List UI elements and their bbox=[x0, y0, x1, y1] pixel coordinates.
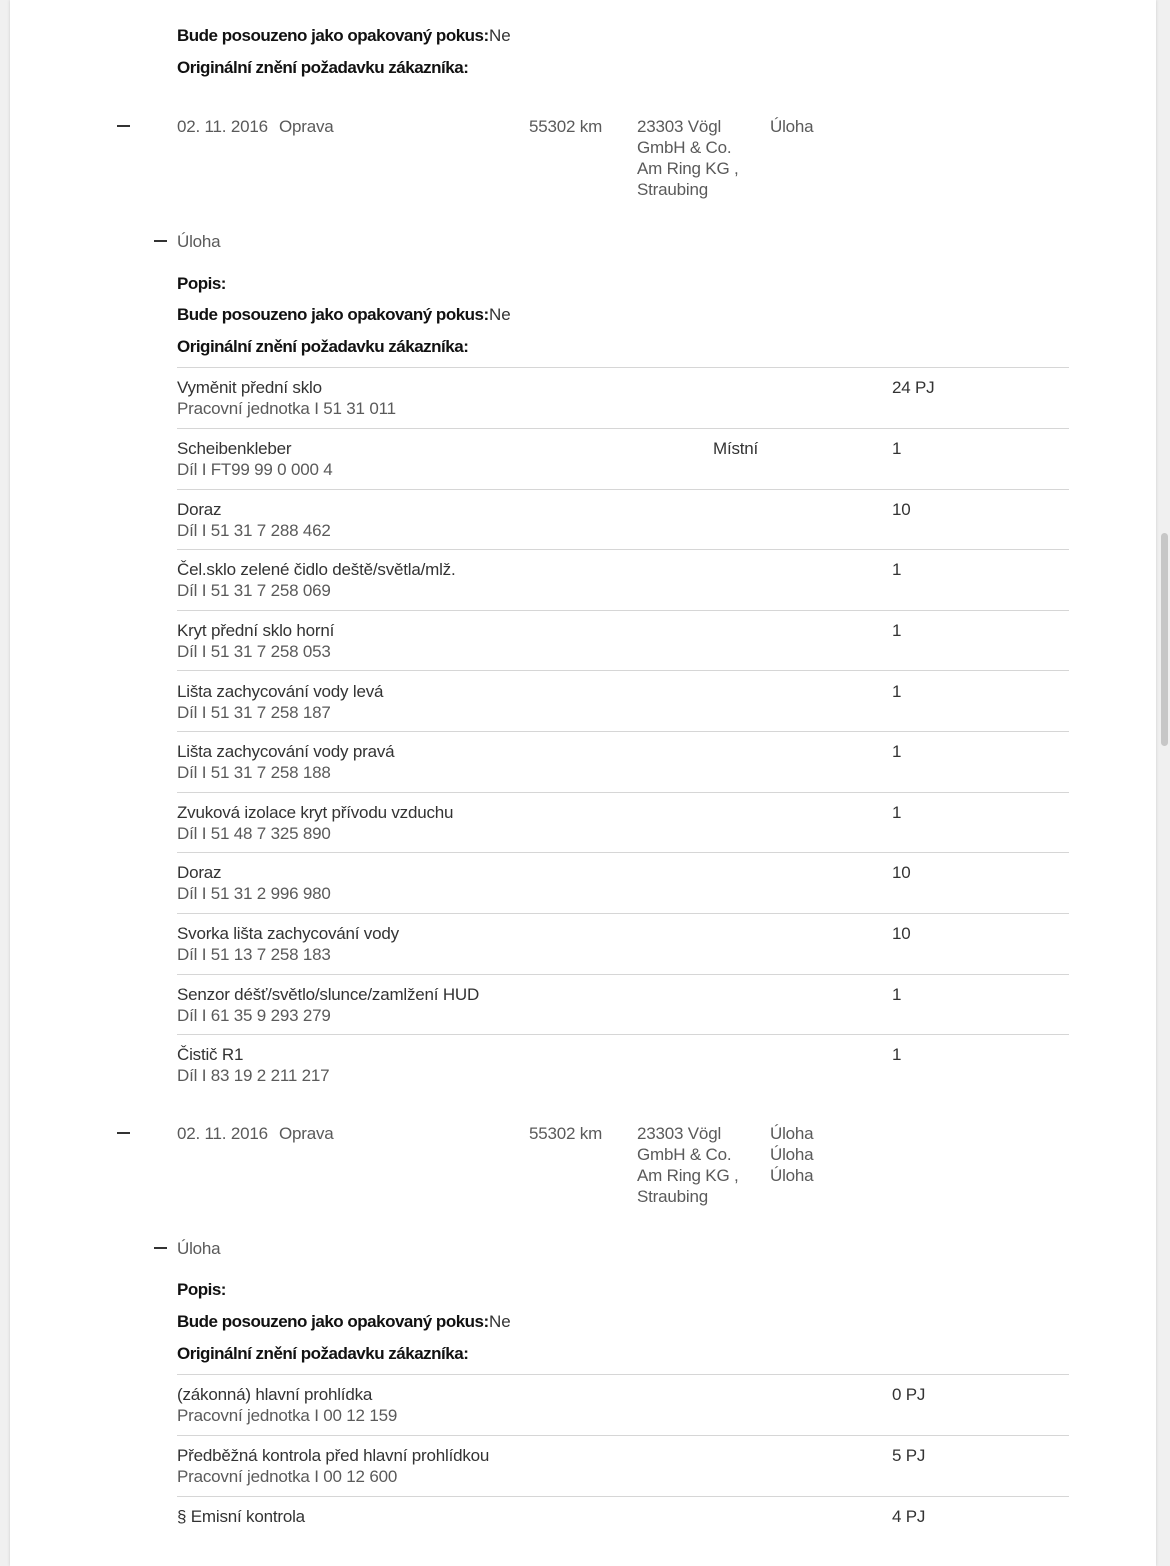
item-quantity: 5 PJ bbox=[892, 1446, 926, 1465]
list-item bbox=[177, 862, 1069, 912]
item-name: Čistič R1 bbox=[177, 1045, 244, 1064]
dealer-line: 23303 Vögl bbox=[637, 117, 722, 136]
item-name: Senzor déšť/světlo/slunce/zamlžení HUD bbox=[177, 985, 480, 1004]
minus-icon bbox=[117, 125, 130, 127]
task-label: Úloha bbox=[770, 1124, 814, 1143]
collapse-task-button[interactable] bbox=[150, 233, 172, 249]
item-quantity: 1 bbox=[892, 621, 902, 640]
item-quantity: 24 PJ bbox=[892, 378, 935, 397]
item-quantity: 1 bbox=[892, 985, 902, 1004]
item-name: Vyměnit přední sklo bbox=[177, 378, 322, 397]
list-item bbox=[177, 438, 1069, 488]
item-code: Díl I FT99 99 0 000 4 bbox=[177, 460, 333, 479]
list-item bbox=[177, 681, 1069, 731]
item-quantity: 1 bbox=[892, 742, 902, 761]
item-quantity: 10 bbox=[892, 924, 911, 943]
list-item bbox=[177, 1384, 1069, 1434]
item-name: Kryt přední sklo horní bbox=[177, 621, 335, 640]
list-item bbox=[177, 802, 1069, 852]
divider bbox=[177, 1374, 1069, 1375]
collapse-task-button[interactable] bbox=[150, 1240, 172, 1256]
item-name: Lišta zachycování vody pravá bbox=[177, 742, 395, 761]
item-quantity: 1 bbox=[892, 439, 902, 458]
dealer-line: Straubing bbox=[637, 1187, 708, 1206]
repeat-attempt-label: Bude posouzeno jako opakovaný pokus: bbox=[177, 305, 489, 324]
item-quantity: 0 PJ bbox=[892, 1385, 926, 1404]
divider bbox=[177, 852, 1069, 853]
item-code: Pracovní jednotka I 00 12 600 bbox=[177, 1467, 398, 1486]
divider bbox=[177, 731, 1069, 732]
dealer-line: GmbH & Co. bbox=[637, 138, 732, 157]
list-item bbox=[177, 741, 1069, 791]
task-title: Úloha bbox=[177, 232, 221, 251]
minus-icon bbox=[154, 1247, 167, 1249]
divider bbox=[177, 1496, 1069, 1497]
list-item bbox=[177, 499, 1069, 549]
task-label: Úloha bbox=[770, 117, 814, 136]
collapse-visit-button[interactable] bbox=[113, 118, 135, 134]
item-name: Scheibenkleber bbox=[177, 439, 292, 458]
item-name: Svorka lišta zachycování vody bbox=[177, 924, 399, 943]
item-name: (zákonná) hlavní prohlídka bbox=[177, 1385, 373, 1404]
dealer-line: Am Ring KG , bbox=[637, 159, 739, 178]
collapse-visit-button[interactable] bbox=[113, 1125, 135, 1141]
list-item bbox=[177, 923, 1069, 973]
original-request-label: Originální znění požadavku zákazníka: bbox=[177, 58, 469, 77]
item-quantity: 1 bbox=[892, 682, 902, 701]
task-title: Úloha bbox=[177, 1239, 221, 1258]
item-extra: Místní bbox=[713, 439, 759, 458]
task-label: Úloha bbox=[770, 1145, 814, 1164]
visit-tasks bbox=[770, 116, 813, 137]
divider bbox=[177, 1435, 1069, 1436]
item-quantity: 1 bbox=[892, 560, 902, 579]
repeat-attempt-value: Ne bbox=[489, 305, 511, 324]
visit-mileage: 55302 km bbox=[529, 1124, 603, 1143]
divider bbox=[177, 1034, 1069, 1035]
item-quantity: 10 bbox=[892, 500, 911, 519]
original-request-label: Originální znění požadavku zákazníka: bbox=[177, 1344, 469, 1363]
scrollbar-thumb[interactable] bbox=[1161, 533, 1168, 746]
repeat-attempt-label: Bude posouzeno jako opakovaný pokus: bbox=[177, 1312, 489, 1331]
item-code: Díl I 51 31 7 258 053 bbox=[177, 642, 331, 661]
repeat-attempt-value: Ne bbox=[489, 1312, 511, 1331]
dealer-line: Straubing bbox=[637, 180, 708, 199]
item-code: Díl I 51 31 7 258 188 bbox=[177, 763, 331, 782]
visit-dealer bbox=[637, 1123, 739, 1207]
service-history-page bbox=[10, 0, 1156, 1566]
visit-date: 02. 11. 2016 bbox=[177, 117, 268, 136]
description-label: Popis: bbox=[177, 1280, 226, 1299]
item-name: Čel.sklo zelené čidlo deště/světla/mlž. bbox=[177, 560, 456, 579]
item-quantity: 10 bbox=[892, 863, 911, 882]
visit-mileage: 55302 km bbox=[529, 117, 603, 136]
list-item bbox=[177, 559, 1069, 609]
item-quantity: 1 bbox=[892, 1045, 902, 1064]
description-label: Popis: bbox=[177, 274, 226, 293]
visit-dealer bbox=[637, 116, 739, 200]
dealer-line: 23303 Vögl bbox=[637, 1124, 722, 1143]
item-code: Díl I 51 31 7 288 462 bbox=[177, 521, 331, 540]
item-name: § Emisní kontrola bbox=[177, 1507, 305, 1526]
divider bbox=[177, 489, 1069, 490]
list-item bbox=[177, 1445, 1069, 1495]
divider bbox=[177, 367, 1069, 368]
item-name: Předběžná kontrola před hlavní prohlídkou bbox=[177, 1446, 490, 1465]
list-item bbox=[177, 377, 1069, 427]
divider bbox=[177, 428, 1069, 429]
item-code: Díl I 51 31 2 996 980 bbox=[177, 884, 331, 903]
item-code: Díl I 51 48 7 325 890 bbox=[177, 824, 331, 843]
dealer-line: Am Ring KG , bbox=[637, 1166, 739, 1185]
task-label: Úloha bbox=[770, 1166, 814, 1185]
item-name: Doraz bbox=[177, 500, 222, 519]
divider bbox=[177, 670, 1069, 671]
list-item bbox=[177, 1506, 1069, 1536]
divider bbox=[177, 974, 1069, 975]
visit-date: 02. 11. 2016 bbox=[177, 1124, 268, 1143]
visit-type: Oprava bbox=[279, 117, 334, 136]
item-name: Doraz bbox=[177, 863, 222, 882]
visit-type: Oprava bbox=[279, 1124, 334, 1143]
divider bbox=[177, 913, 1069, 914]
item-code: Díl I 51 31 7 258 069 bbox=[177, 581, 331, 600]
minus-icon bbox=[154, 240, 167, 242]
visit-tasks bbox=[770, 1123, 813, 1186]
item-code: Díl I 51 13 7 258 183 bbox=[177, 945, 331, 964]
item-code: Pracovní jednotka I 51 31 011 bbox=[177, 399, 396, 418]
item-name: Lišta zachycování vody levá bbox=[177, 682, 384, 701]
divider bbox=[177, 549, 1069, 550]
item-code: Pracovní jednotka I 00 12 159 bbox=[177, 1406, 398, 1425]
dealer-line: GmbH & Co. bbox=[637, 1145, 732, 1164]
item-code: Díl I 51 31 7 258 187 bbox=[177, 703, 331, 722]
item-quantity: 1 bbox=[892, 803, 902, 822]
item-quantity: 4 PJ bbox=[892, 1507, 926, 1526]
item-name: Zvuková izolace kryt přívodu vzduchu bbox=[177, 803, 454, 822]
list-item bbox=[177, 1044, 1069, 1094]
divider bbox=[177, 610, 1069, 611]
original-request-label: Originální znění požadavku zákazníka: bbox=[177, 337, 469, 356]
list-item bbox=[177, 984, 1069, 1034]
repeat-attempt-value: Ne bbox=[489, 26, 511, 45]
repeat-attempt-label: Bude posouzeno jako opakovaný pokus: bbox=[177, 26, 489, 45]
item-code: Díl I 83 19 2 211 217 bbox=[177, 1066, 330, 1085]
item-code: Díl I 61 35 9 293 279 bbox=[177, 1006, 331, 1025]
list-item bbox=[177, 620, 1069, 670]
minus-icon bbox=[117, 1132, 130, 1134]
divider bbox=[177, 792, 1069, 793]
